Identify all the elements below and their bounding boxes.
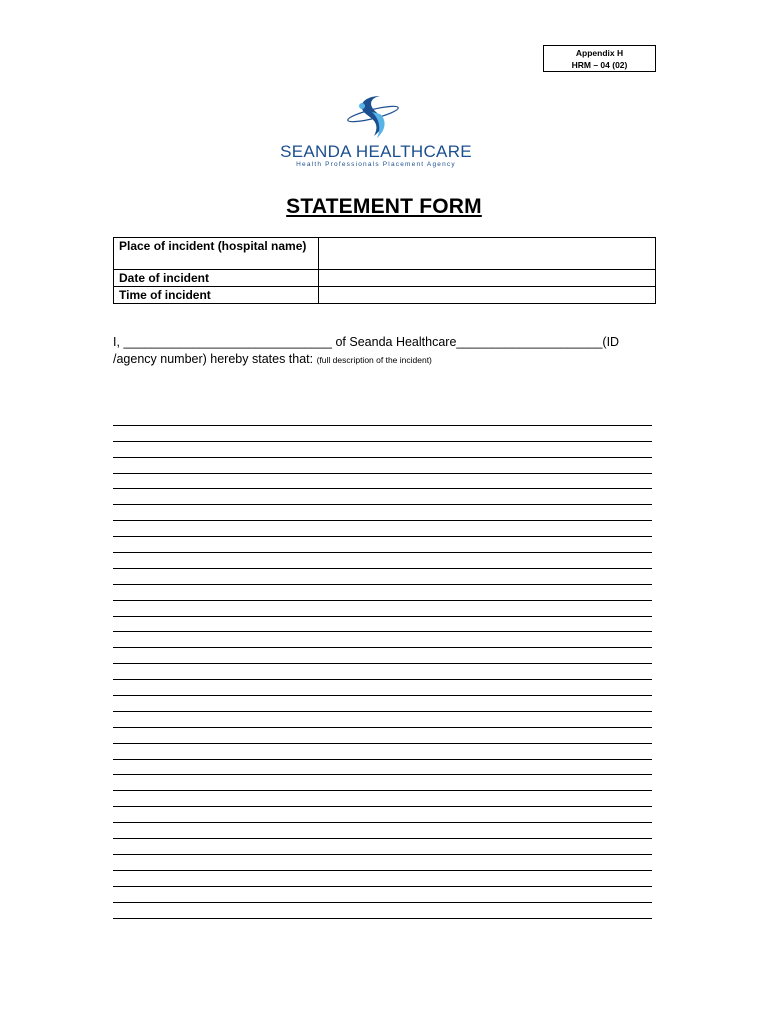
place-of-incident-field[interactable] (319, 238, 656, 270)
writing-line[interactable] (113, 505, 652, 521)
table-row (114, 270, 656, 287)
writing-line[interactable] (113, 585, 652, 601)
writing-line[interactable] (113, 807, 652, 823)
time-of-incident-label: Time of incident (114, 287, 319, 304)
writing-line[interactable] (113, 410, 652, 426)
writing-line[interactable] (113, 775, 652, 791)
writing-line[interactable] (113, 426, 652, 442)
writing-line[interactable] (113, 728, 652, 744)
writing-line[interactable] (113, 839, 652, 855)
writing-line[interactable] (113, 489, 652, 505)
writing-line[interactable] (113, 601, 652, 617)
writing-line[interactable] (113, 696, 652, 712)
writing-line[interactable] (113, 648, 652, 664)
writing-line[interactable] (113, 887, 652, 903)
place-of-incident-label: Place of incident (hospital name) (114, 238, 319, 270)
name-blank[interactable]: ______________________________ (123, 335, 332, 349)
writing-line[interactable] (113, 617, 652, 633)
statement-prefix: I, (113, 335, 120, 349)
writing-line[interactable] (113, 791, 652, 807)
writing-line[interactable] (113, 553, 652, 569)
table-row (114, 238, 656, 270)
appendix-label: Appendix H (575, 48, 624, 58)
writing-line[interactable] (113, 474, 652, 490)
time-of-incident-field[interactable] (319, 287, 656, 304)
writing-line[interactable] (113, 680, 652, 696)
statement-declaration (113, 334, 658, 369)
writing-line[interactable] (113, 823, 652, 839)
form-code: HRM – 04 (02) (571, 60, 628, 70)
incident-details-table (113, 237, 656, 304)
seanda-healthcare-logo (246, 92, 506, 172)
logo-company-name: SEANDA HEALTHCARE (280, 142, 472, 161)
date-of-incident-field[interactable] (319, 270, 656, 287)
statement-note: (full description of the incident) (316, 355, 432, 365)
writing-line[interactable] (113, 632, 652, 648)
logo-swoosh-icon (246, 92, 506, 144)
writing-line[interactable] (113, 712, 652, 728)
writing-line[interactable] (113, 903, 652, 919)
id-number-blank[interactable]: _____________________ (456, 335, 603, 349)
writing-line[interactable] (113, 458, 652, 474)
writing-line[interactable] (113, 871, 652, 887)
statement-suffix: (ID /agency number) hereby states that: (113, 335, 620, 366)
writing-line[interactable] (113, 442, 652, 458)
writing-line[interactable] (113, 855, 652, 871)
writing-line[interactable] (113, 521, 652, 537)
table-row (114, 287, 656, 304)
page-title: STATEMENT FORM (286, 195, 482, 218)
writing-line[interactable] (113, 744, 652, 760)
writing-line[interactable] (113, 664, 652, 680)
incident-description-area[interactable] (113, 410, 652, 919)
writing-line[interactable] (113, 760, 652, 776)
writing-line[interactable] (113, 569, 652, 585)
appendix-reference-box (543, 45, 656, 72)
logo-tagline: Health Professionals Placement Agency (296, 161, 456, 168)
writing-line[interactable] (113, 537, 652, 553)
date-of-incident-label: Date of incident (114, 270, 319, 287)
statement-company: of Seanda Healthcare (335, 335, 457, 349)
